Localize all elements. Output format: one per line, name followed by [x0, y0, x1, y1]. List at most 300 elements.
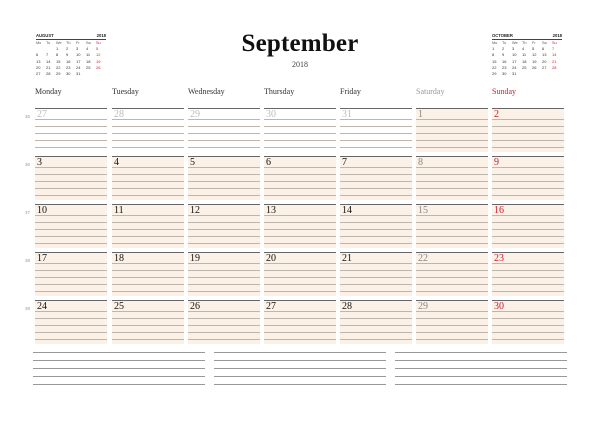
writing-line [35, 325, 107, 326]
day-number: 27 [37, 109, 47, 120]
mini-day: 12 [532, 52, 537, 58]
writing-line [416, 147, 488, 148]
mini-header [492, 33, 562, 40]
day-cell[interactable] [264, 204, 336, 248]
writing-line [188, 174, 260, 175]
writing-line [112, 277, 184, 278]
mini-header [36, 33, 106, 40]
writing-line [188, 119, 260, 120]
day-cell[interactable] [340, 156, 412, 200]
mini-day: 5 [96, 46, 99, 52]
writing-line [416, 119, 488, 120]
mini-day: 16 [66, 58, 71, 64]
writing-line [416, 133, 488, 134]
cell-top-line [492, 156, 564, 157]
writing-line [340, 119, 412, 120]
writing-line [340, 277, 412, 278]
mini-day: 27 [36, 70, 41, 76]
mini-day: 29 [492, 70, 497, 76]
notes-column[interactable] [33, 352, 205, 392]
notes-line [214, 368, 386, 369]
writing-line [264, 133, 336, 134]
cell-top-line [340, 156, 412, 157]
mini-day: 14 [552, 52, 557, 58]
mini-day: 22 [56, 64, 61, 70]
day-cell[interactable] [188, 204, 260, 248]
writing-line [492, 332, 564, 333]
day-cell[interactable] [35, 204, 107, 248]
mini-day: 29 [56, 70, 61, 76]
day-cell[interactable] [340, 252, 412, 296]
day-number: 9 [494, 157, 499, 168]
writing-line [35, 167, 107, 168]
mini-day: 25 [522, 64, 527, 70]
writing-line [416, 339, 488, 340]
day-number: 19 [190, 253, 200, 264]
writing-line [340, 291, 412, 292]
writing-line [340, 270, 412, 271]
writing-line [492, 284, 564, 285]
day-name-saturday: Saturday [416, 87, 445, 96]
notes-line [395, 384, 567, 385]
writing-line [492, 195, 564, 196]
writing-line [492, 181, 564, 182]
writing-line [492, 147, 564, 148]
notes-line [214, 376, 386, 377]
writing-line [492, 167, 564, 168]
writing-line [35, 222, 107, 223]
cell-top-line [35, 156, 107, 157]
writing-line [340, 195, 412, 196]
day-cell[interactable] [188, 252, 260, 296]
cell-top-line [416, 108, 488, 109]
writing-line [112, 119, 184, 120]
mini-day: 6 [542, 46, 545, 52]
mini-day: 17 [512, 58, 517, 64]
writing-line [112, 133, 184, 134]
writing-line [340, 215, 412, 216]
day-number: 5 [190, 157, 195, 168]
writing-line [340, 181, 412, 182]
mini-dow-label: Tu [502, 41, 507, 45]
mini-dow-label: Tu [46, 41, 51, 45]
mini-week-row [492, 71, 562, 77]
writing-line [112, 222, 184, 223]
day-number: 29 [418, 301, 428, 312]
writing-line [35, 339, 107, 340]
week-number: 35 [25, 114, 31, 119]
notes-line [395, 352, 567, 353]
notes-column[interactable] [395, 352, 567, 392]
writing-line [492, 126, 564, 127]
day-cell[interactable] [340, 300, 412, 344]
writing-line [264, 195, 336, 196]
writing-line [112, 236, 184, 237]
day-number: 28 [114, 109, 124, 120]
mini-day: 23 [66, 64, 71, 70]
mini-day [522, 71, 532, 77]
writing-line [264, 311, 336, 312]
day-cell[interactable] [416, 108, 488, 152]
writing-line [112, 181, 184, 182]
mini-month-label: AUGUST [36, 33, 54, 38]
writing-line [112, 332, 184, 333]
writing-line [188, 270, 260, 271]
writing-line [112, 147, 184, 148]
mini-day: 11 [522, 52, 527, 58]
writing-line [340, 339, 412, 340]
writing-line [112, 188, 184, 189]
writing-line [188, 243, 260, 244]
writing-line [492, 133, 564, 134]
day-number: 21 [342, 253, 352, 264]
cell-top-line [112, 156, 184, 157]
day-cell[interactable] [340, 108, 412, 152]
writing-line [112, 243, 184, 244]
day-number: 6 [266, 157, 271, 168]
notes-line [395, 368, 567, 369]
day-number: 7 [342, 157, 347, 168]
writing-line [264, 284, 336, 285]
day-cell[interactable] [264, 108, 336, 152]
mini-dow-label: Su [552, 41, 557, 45]
day-cell[interactable] [112, 156, 184, 200]
writing-line [340, 126, 412, 127]
day-cell[interactable] [492, 300, 564, 344]
day-number: 30 [266, 109, 276, 120]
writing-line [492, 236, 564, 237]
day-cell[interactable] [416, 156, 488, 200]
notes-line [395, 376, 567, 377]
day-number: 28 [342, 301, 352, 312]
writing-line [188, 263, 260, 264]
mini-day: 19 [532, 58, 537, 64]
cell-top-line [188, 156, 260, 157]
writing-line [340, 318, 412, 319]
writing-line [264, 222, 336, 223]
mini-day: 19 [96, 58, 101, 64]
writing-line [264, 243, 336, 244]
writing-line [340, 284, 412, 285]
mini-day: 3 [512, 46, 515, 52]
notes-line [33, 376, 205, 377]
mini-day: 30 [66, 70, 71, 76]
mini-dow-label: Fr [532, 41, 536, 45]
mini-day: 28 [552, 64, 557, 70]
writing-line [112, 325, 184, 326]
notes-line [33, 384, 205, 385]
mini-dow-label: Th [66, 41, 71, 45]
day-cell[interactable] [188, 300, 260, 344]
writing-line [35, 174, 107, 175]
mini-day: 10 [76, 52, 81, 58]
mini-calendar-prev [36, 33, 106, 77]
day-number: 11 [114, 205, 124, 216]
writing-line [188, 325, 260, 326]
mini-day: 7 [46, 52, 49, 58]
day-cell[interactable] [112, 300, 184, 344]
week-number: 38 [25, 258, 31, 263]
writing-line [416, 188, 488, 189]
week-number: 37 [25, 210, 31, 215]
mini-dow-label: We [56, 41, 62, 45]
mini-day: 26 [532, 64, 537, 70]
mini-year-label: 2018 [96, 33, 106, 38]
writing-line [416, 332, 488, 333]
writing-line [492, 119, 564, 120]
writing-line [112, 284, 184, 285]
mini-day: 25 [86, 64, 91, 70]
mini-day: 17 [76, 58, 81, 64]
mini-dow-label: Th [522, 41, 527, 45]
day-number: 4 [114, 157, 119, 168]
notes-line [33, 368, 205, 369]
mini-day: 20 [36, 64, 41, 70]
notes-line [214, 384, 386, 385]
writing-line [416, 291, 488, 292]
day-name-tuesday: Tuesday [112, 87, 139, 96]
writing-line [492, 270, 564, 271]
day-cell[interactable] [340, 204, 412, 248]
writing-line [416, 195, 488, 196]
writing-line [35, 140, 107, 141]
cell-top-line [416, 156, 488, 157]
mini-day: 21 [552, 58, 557, 64]
day-number: 17 [37, 253, 47, 264]
mini-day: 9 [66, 52, 69, 58]
writing-line [416, 126, 488, 127]
day-number: 1 [418, 109, 423, 120]
day-number: 8 [418, 157, 423, 168]
day-cell[interactable] [492, 204, 564, 248]
writing-line [416, 140, 488, 141]
day-cell[interactable] [492, 252, 564, 296]
mini-day: 14 [46, 58, 51, 64]
day-name-wednesday: Wednesday [188, 87, 225, 96]
mini-day: 11 [86, 52, 91, 58]
writing-line [188, 181, 260, 182]
mini-day [542, 71, 552, 77]
mini-dow-label: Mo [36, 41, 42, 45]
writing-line [35, 229, 107, 230]
writing-line [264, 318, 336, 319]
writing-line [416, 236, 488, 237]
mini-day: 15 [492, 58, 497, 64]
writing-line [492, 263, 564, 264]
writing-line [112, 311, 184, 312]
writing-line [416, 222, 488, 223]
day-cell[interactable] [112, 108, 184, 152]
writing-line [35, 181, 107, 182]
mini-dow-label: We [512, 41, 518, 45]
mini-day: 15 [56, 58, 61, 64]
day-number: 13 [266, 205, 276, 216]
writing-line [264, 339, 336, 340]
mini-dow-label: Fr [76, 41, 80, 45]
mini-month-label: OCTOBER [492, 33, 513, 38]
writing-line [35, 263, 107, 264]
writing-line [264, 119, 336, 120]
writing-line [188, 229, 260, 230]
day-name-thursday: Thursday [264, 87, 295, 96]
writing-line [35, 291, 107, 292]
writing-line [416, 284, 488, 285]
writing-line [35, 195, 107, 196]
mini-day: 13 [542, 52, 547, 58]
writing-line [340, 147, 412, 148]
day-cell[interactable] [112, 204, 184, 248]
writing-line [112, 291, 184, 292]
day-cell[interactable] [188, 108, 260, 152]
mini-day [86, 71, 96, 77]
writing-line [112, 229, 184, 230]
writing-line [492, 311, 564, 312]
writing-line [188, 339, 260, 340]
mini-dow-label: Sa [86, 41, 91, 45]
writing-line [35, 332, 107, 333]
writing-line [35, 188, 107, 189]
mini-day: 26 [96, 64, 101, 70]
day-cell[interactable] [35, 108, 107, 152]
writing-line [188, 188, 260, 189]
mini-day [552, 71, 562, 77]
writing-line [492, 174, 564, 175]
notes-line [33, 360, 205, 361]
writing-line [264, 174, 336, 175]
day-number: 29 [190, 109, 200, 120]
day-cell[interactable] [264, 156, 336, 200]
writing-line [492, 222, 564, 223]
day-name-sunday: Sunday [492, 87, 516, 96]
writing-line [264, 263, 336, 264]
day-cell[interactable] [416, 300, 488, 344]
writing-line [416, 325, 488, 326]
writing-line [264, 332, 336, 333]
day-number: 10 [37, 205, 47, 216]
mini-day: 5 [532, 46, 535, 52]
day-cell[interactable] [416, 204, 488, 248]
writing-line [35, 215, 107, 216]
writing-line [188, 236, 260, 237]
writing-line [416, 243, 488, 244]
writing-line [112, 174, 184, 175]
writing-line [416, 229, 488, 230]
writing-line [340, 167, 412, 168]
notes-line [33, 352, 205, 353]
writing-line [264, 236, 336, 237]
day-cell[interactable] [188, 156, 260, 200]
mini-day: 9 [502, 52, 505, 58]
day-cell[interactable] [264, 252, 336, 296]
writing-line [112, 140, 184, 141]
mini-dow-label: Mo [492, 41, 498, 45]
writing-line [492, 243, 564, 244]
writing-line [112, 215, 184, 216]
writing-line [188, 140, 260, 141]
writing-line [35, 236, 107, 237]
writing-line [188, 277, 260, 278]
day-cell[interactable] [492, 108, 564, 152]
day-number: 22 [418, 253, 428, 264]
day-cell[interactable] [112, 252, 184, 296]
writing-line [264, 277, 336, 278]
writing-line [188, 147, 260, 148]
writing-line [492, 339, 564, 340]
writing-line [416, 167, 488, 168]
mini-day: 18 [522, 58, 527, 64]
mini-day: 8 [492, 52, 495, 58]
day-number: 25 [114, 301, 124, 312]
writing-line [35, 147, 107, 148]
writing-line [492, 229, 564, 230]
writing-line [35, 277, 107, 278]
day-cell[interactable] [35, 252, 107, 296]
day-number: 23 [494, 253, 504, 264]
writing-line [35, 133, 107, 134]
day-cell[interactable] [492, 156, 564, 200]
day-number: 12 [190, 205, 200, 216]
writing-line [340, 222, 412, 223]
writing-line [340, 236, 412, 237]
writing-line [492, 188, 564, 189]
writing-line [340, 325, 412, 326]
day-number: 24 [37, 301, 47, 312]
writing-line [264, 188, 336, 189]
notes-column[interactable] [214, 352, 386, 392]
writing-line [264, 270, 336, 271]
mini-day [96, 71, 106, 77]
day-cell[interactable] [264, 300, 336, 344]
mini-day: 30 [502, 70, 507, 76]
mini-day: 16 [502, 58, 507, 64]
writing-line [264, 325, 336, 326]
day-number: 3 [37, 157, 42, 168]
notes-line [214, 352, 386, 353]
writing-line [188, 195, 260, 196]
writing-line [264, 126, 336, 127]
mini-dow-label: Su [96, 41, 101, 45]
day-number: 27 [266, 301, 276, 312]
day-cell[interactable] [416, 252, 488, 296]
mini-day: 10 [512, 52, 517, 58]
week-number: 36 [25, 162, 31, 167]
writing-line [188, 167, 260, 168]
writing-line [112, 270, 184, 271]
writing-line [264, 167, 336, 168]
mini-day: 24 [76, 64, 81, 70]
writing-line [35, 311, 107, 312]
writing-line [112, 167, 184, 168]
mini-day: 12 [96, 52, 101, 58]
writing-line [416, 174, 488, 175]
mini-day [532, 71, 542, 77]
writing-line [416, 277, 488, 278]
mini-day: 23 [502, 64, 507, 70]
writing-line [35, 243, 107, 244]
writing-line [35, 284, 107, 285]
mini-day: 7 [552, 46, 555, 52]
mini-day: 2 [66, 46, 69, 52]
writing-line [492, 318, 564, 319]
cell-top-line [264, 156, 336, 157]
day-cell[interactable] [35, 156, 107, 200]
mini-day: 31 [512, 70, 517, 76]
day-number: 16 [494, 205, 504, 216]
day-cell[interactable] [35, 300, 107, 344]
writing-line [112, 126, 184, 127]
day-name-monday: Monday [35, 87, 62, 96]
writing-line [112, 263, 184, 264]
